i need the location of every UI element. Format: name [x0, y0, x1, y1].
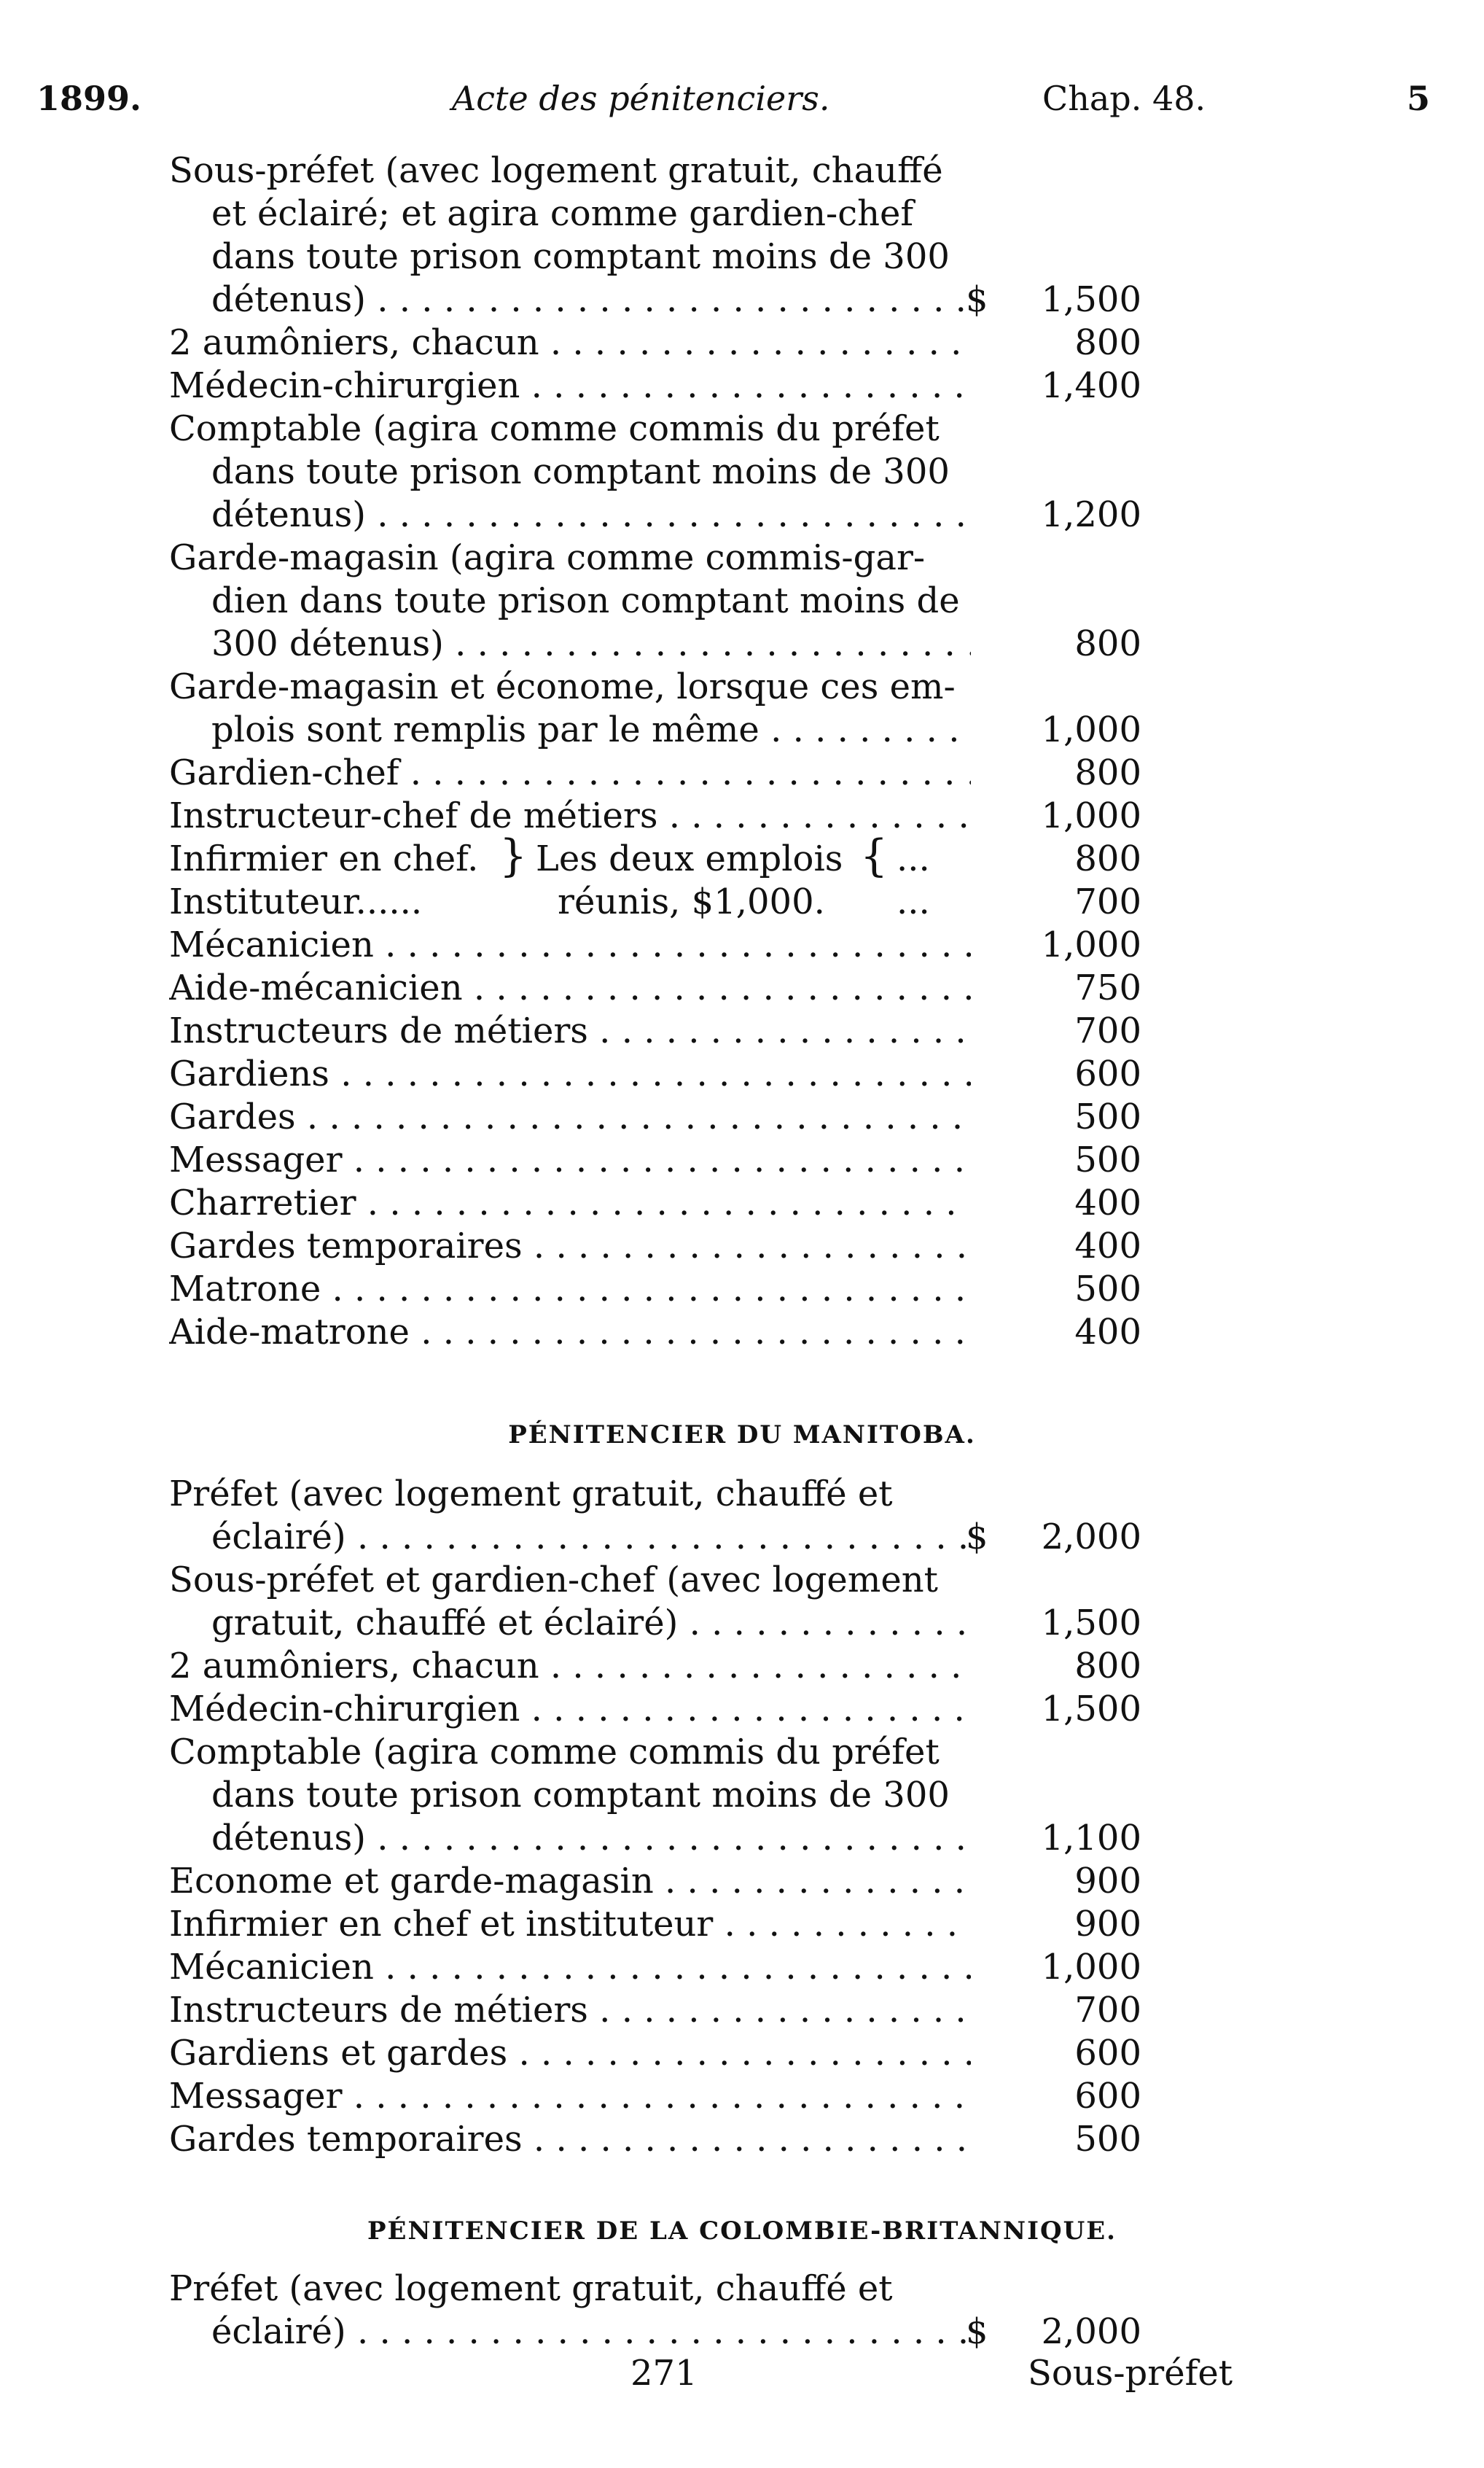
- entry-amount: 400: [1074, 1312, 1141, 1352]
- entry-label: Gardes temporaires . . .: [169, 1225, 971, 1268]
- entry-amount: 400: [1074, 1183, 1141, 1223]
- entry-amount: 1,000: [1041, 795, 1141, 836]
- section1-dual-entry: [0, 830, 1484, 924]
- entry-row: [0, 1053, 1484, 1096]
- entry-row: [0, 451, 1484, 494]
- entry-label: gratuit, chauffé et éclairé) . . .: [211, 1602, 971, 1645]
- entry-label: Sous-préfet (avec logement gratuit, chauffé: [169, 150, 943, 191]
- entry-label: Médecin-chirurgien . . .: [169, 365, 971, 408]
- entry-row: [0, 1311, 1484, 1354]
- entry-row: [0, 1989, 1484, 2032]
- dual-row-2: [0, 881, 1484, 924]
- entry-row: [0, 2267, 1484, 2311]
- entry-amount: 900: [1074, 1861, 1141, 1901]
- entry-row: [0, 924, 1484, 967]
- entry-label: Comptable (agira comme commis du préfet: [169, 1732, 940, 1772]
- entry-label: Préfet (avec logement gratuit, chauffé et: [169, 2268, 893, 2309]
- entry-label: Mécanicien . . .: [169, 1946, 971, 1989]
- entry-row: [0, 235, 1484, 279]
- entry-label: Infirmier en chef et instituteur . . .: [169, 1903, 971, 1946]
- entry-label: Garde-magasin et économe, lorsque ces em-: [169, 666, 956, 707]
- entry-label: Aide-matrone . . .: [169, 1311, 971, 1354]
- dual-amount-1: 800: [1074, 838, 1141, 879]
- entry-label: Gardien-chef . . .: [169, 752, 971, 795]
- entry-label: 2 aumôniers, chacun . . .: [169, 322, 971, 365]
- entry-row: [0, 709, 1484, 752]
- entry-label: 300 détenus) . . .: [211, 623, 971, 666]
- entry-label: et éclairé; et agira comme gardien-chef: [211, 193, 914, 234]
- entry-label: détenus) . . .: [211, 494, 971, 537]
- entry-label: Matrone . . .: [169, 1268, 971, 1311]
- entry-label: éclairé) . . .: [211, 2311, 971, 2354]
- entry-row: [0, 1096, 1484, 1139]
- entry-amount: 1,400: [1041, 365, 1141, 406]
- entry-row: [0, 666, 1484, 709]
- footer-catchword: Sous-préfet: [1028, 2353, 1233, 2394]
- entry-amount: 600: [1074, 2076, 1141, 2117]
- dollar-sign: $: [966, 279, 988, 320]
- entry-row: [0, 365, 1484, 408]
- entry-row: [0, 494, 1484, 537]
- entry-row: [0, 1731, 1484, 1774]
- entry-row: [0, 1010, 1484, 1053]
- section1-list-continued: [0, 924, 1484, 1354]
- entry-row: [0, 537, 1484, 580]
- entry-row: [0, 322, 1484, 365]
- entry-label: Médecin-chirurgien . . .: [169, 1688, 971, 1731]
- entry-label: Garde-magasin (agira comme commis-gar-: [169, 537, 926, 578]
- entry-amount: 800: [1074, 623, 1141, 664]
- entry-row: [0, 2118, 1484, 2161]
- entry-amount: 1,000: [1041, 924, 1141, 965]
- entry-row: [0, 1645, 1484, 1688]
- dollar-sign: $: [966, 1517, 988, 1557]
- dual-amount-2: 700: [1074, 881, 1141, 922]
- entry-amount: 2,000: [1041, 1517, 1141, 1557]
- entry-label: Mécanicien . . .: [169, 924, 971, 967]
- entry-label: Aide-mécanicien . . .: [169, 967, 971, 1010]
- entry-amount: 750: [1074, 968, 1141, 1008]
- entry-amount: 1,000: [1041, 1947, 1141, 1988]
- entry-amount: 400: [1074, 1226, 1141, 1266]
- entry-label: Instructeurs de métiers . . .: [169, 1989, 971, 2032]
- entry-row: [0, 1946, 1484, 1989]
- entry-row: [0, 1860, 1484, 1903]
- entry-row: [0, 1516, 1484, 1559]
- entry-row: [0, 623, 1484, 666]
- entry-amount: 900: [1074, 1904, 1141, 1945]
- entry-row: [0, 408, 1484, 451]
- entry-row: [0, 1688, 1484, 1731]
- header-title: Acte des pénitenciers.: [452, 79, 830, 118]
- footer-page-number: 271: [630, 2353, 698, 2394]
- header-year: 1899.: [36, 79, 142, 118]
- entry-label: Gardiens . . .: [169, 1053, 971, 1096]
- entry-amount: 1,500: [1041, 1603, 1141, 1643]
- entry-row: [0, 1182, 1484, 1225]
- page-footer: [0, 2348, 1484, 2399]
- entry-row: [0, 1817, 1484, 1860]
- entry-amount: 2,000: [1041, 2311, 1141, 2352]
- entry-amount: 1,000: [1041, 709, 1141, 750]
- entry-label: Préfet (avec logement gratuit, chauffé et: [169, 1474, 893, 1514]
- entry-row: [0, 279, 1484, 322]
- entry-label: éclairé) . . .: [211, 1516, 971, 1559]
- entry-row: [0, 1903, 1484, 1946]
- entry-label: Econome et garde-magasin . . .: [169, 1860, 971, 1903]
- entry-row: [0, 1225, 1484, 1268]
- dual-note-1: Les deux emplois: [536, 838, 843, 879]
- entry-label: Instructeurs de métiers . . .: [169, 1010, 971, 1053]
- entry-label: dans toute prison comptant moins de 300: [211, 1775, 950, 1815]
- dual-row-1: [0, 830, 1484, 881]
- entry-amount: 1,500: [1041, 1689, 1141, 1729]
- entry-label: dien dans toute prison comptant moins de: [211, 580, 960, 621]
- section1-list: [0, 149, 1484, 838]
- entry-label: Gardes . . .: [169, 1096, 971, 1139]
- entry-amount: 800: [1074, 322, 1141, 363]
- entry-label: Messager . . .: [169, 1139, 971, 1182]
- entry-amount: 600: [1074, 1054, 1141, 1094]
- header-page-number: 5: [1407, 79, 1431, 118]
- dual-label-2: Instituteur......: [169, 881, 423, 922]
- entry-amount: 1,200: [1041, 494, 1141, 535]
- entry-row: [0, 1559, 1484, 1602]
- entry-amount: 500: [1074, 1140, 1141, 1180]
- entry-label: Instructeur-chef de métiers . . .: [169, 795, 971, 838]
- entry-row: [0, 2075, 1484, 2118]
- entry-label: Comptable (agira comme commis du préfet: [169, 408, 940, 449]
- entry-row: [0, 1774, 1484, 1817]
- entry-row: [0, 1139, 1484, 1182]
- dollar-sign: $: [966, 2311, 988, 2352]
- entry-label: dans toute prison comptant moins de 300: [211, 451, 950, 492]
- entry-amount: 600: [1074, 2033, 1141, 2074]
- entry-amount: 500: [1074, 2119, 1141, 2160]
- entry-amount: 700: [1074, 1011, 1141, 1051]
- entry-label: Charretier . . .: [169, 1182, 971, 1225]
- section-title-colombie: PÉNITENCIER DE LA COLOMBIE-BRITANNIQUE.: [367, 2216, 1117, 2246]
- brace-right: {: [860, 830, 889, 881]
- dual-label-1: Infirmier en chef.: [169, 838, 479, 879]
- entry-row: [0, 580, 1484, 623]
- entry-label: dans toute prison comptant moins de 300: [211, 236, 950, 277]
- entry-amount: 800: [1074, 752, 1141, 793]
- section-title-manitoba: PÉNITENCIER DU MANITOBA.: [508, 1420, 976, 1449]
- entry-label: Sous-préfet et gardien-chef (avec logement: [169, 1560, 938, 1600]
- entry-amount: 500: [1074, 1097, 1141, 1137]
- section2-list: [0, 1473, 1484, 2161]
- entry-row: [0, 1602, 1484, 1645]
- entry-amount: 1,500: [1041, 279, 1141, 320]
- entry-label: détenus) . . .: [211, 279, 971, 322]
- entry-label: plois sont remplis par le même . . .: [211, 709, 971, 752]
- entry-label: détenus) . . .: [211, 1817, 971, 1860]
- entry-amount: 800: [1074, 1646, 1141, 1686]
- entry-row: [0, 967, 1484, 1010]
- entry-row: [0, 1473, 1484, 1516]
- entry-row: [0, 192, 1484, 235]
- entry-label: Messager . . .: [169, 2075, 971, 2118]
- entry-amount: 700: [1074, 1990, 1141, 2031]
- section3-list: [0, 2267, 1484, 2354]
- entry-label: Gardes temporaires . . .: [169, 2118, 971, 2161]
- entry-label: Gardiens et gardes . . .: [169, 2032, 971, 2075]
- dual-dots-1: ...: [897, 838, 930, 879]
- entry-amount: 1,100: [1041, 1818, 1141, 1858]
- entry-row: [0, 795, 1484, 838]
- brace-left: }: [499, 830, 528, 881]
- entry-row: [0, 1268, 1484, 1311]
- entry-row: [0, 2032, 1484, 2075]
- page-header: [0, 69, 1484, 128]
- entry-row: [0, 149, 1484, 192]
- dual-note-2: réunis, $1,000.: [558, 881, 825, 922]
- entry-amount: 500: [1074, 1269, 1141, 1309]
- entry-label: 2 aumôniers, chacun . . .: [169, 1645, 971, 1688]
- dual-dots-2: ...: [897, 881, 930, 922]
- header-chapter: Chap. 48.: [1042, 79, 1206, 118]
- entry-row: [0, 752, 1484, 795]
